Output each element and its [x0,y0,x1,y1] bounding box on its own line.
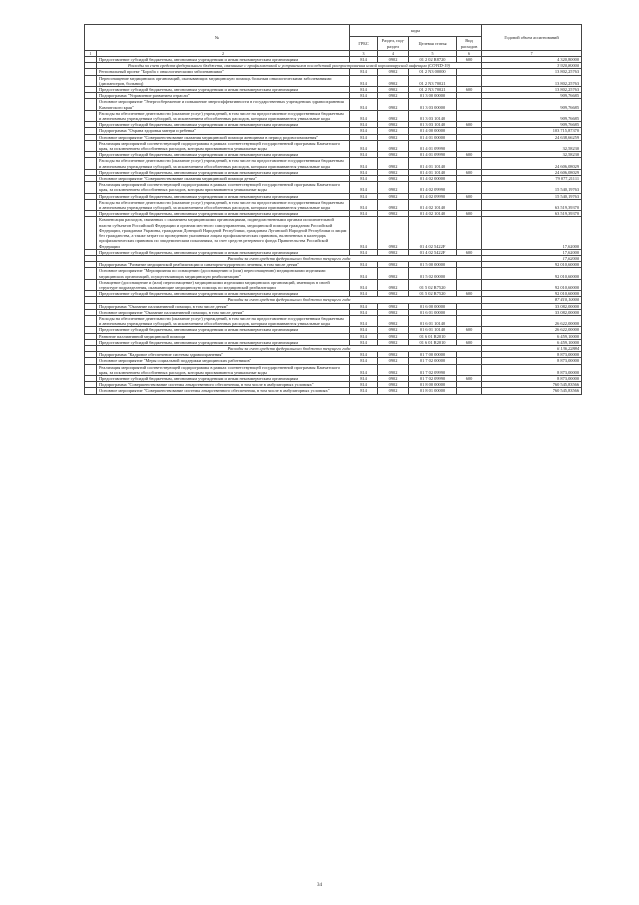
row-article: 01 4 02 10140 [409,211,457,217]
row-grbs: 814 [350,169,378,175]
row-sum: 6 459,10000 [482,333,582,339]
row-grbs: 814 [350,211,378,217]
note-text: Расходы за счет средств федерального бюджета текущего года [97,297,482,303]
row-name: Основное мероприятие "Оказание паллиативной помощи, в том числе детям" [97,309,350,315]
table-row [85,388,582,394]
row-expense-type [457,99,482,110]
budget-table-page [84,24,581,395]
row-section: 0902 [378,315,409,326]
row-grbs: 814 [350,69,378,75]
row-sum: 909,76685 [482,93,582,99]
row-section: 0902 [378,158,409,169]
row-sum: 24 606,08029 [482,169,582,175]
row-sum: 8 873,00000 [482,358,582,364]
row-sum: 15 540,19763 [482,182,582,193]
row-section: 0902 [378,182,409,193]
row-sum: 79 077,21111 [482,176,582,182]
row-name: Основное мероприятие "Мероприятия по оснащению (дооснащению и (или) переоснащению) медицинскими изделиями медицинских организаций, осуществляющих медицинскую реабилитацию" [97,268,350,279]
row-sum: 92 010,60000 [482,262,582,268]
row-section: 0902 [378,75,409,86]
row-section: 0902 [378,309,409,315]
page-number: 34 [317,883,322,888]
row-section: 0902 [378,279,409,290]
row-article: 01 5 02 R7520 [409,291,457,297]
row-sum: 3 920,80000 [482,63,582,69]
row-name: Подпрограмма "Совершенствование системы лекарственного обеспечения, в том числе в амбулаторных условиях" [97,382,350,388]
row-article: 01 4 02 10140 [409,199,457,210]
row-grbs: 814 [350,262,378,268]
row-name: Предоставление субсидий бюджетным, автономным учреждениям и иным некоммерческим организациям [97,122,350,128]
header-num: № [85,25,350,51]
row-expense-type: 600 [457,339,482,345]
table-row [85,315,582,326]
row-grbs: 814 [350,382,378,388]
row-sum: 13 802,25763 [482,69,582,75]
row-expense-type [457,110,482,121]
row-name: Подпрограмма "Кадровое обеспечение системы здравоохранения" [97,352,350,358]
row-grbs: 814 [350,134,378,140]
row-section: 0902 [378,217,409,249]
row-num-cell [85,388,97,394]
row-grbs: 814 [350,309,378,315]
row-sum: 24 638,66259 [482,134,582,140]
row-article: 01 4 01 09990 [409,140,457,151]
row-grbs: 814 [350,57,378,63]
row-section: 0902 [378,87,409,93]
row-section: 0902 [378,375,409,381]
row-section: 0902 [378,152,409,158]
row-article: 01 7 02 09990 [409,375,457,381]
row-article: 01 2 N3 00000 [409,69,457,75]
row-grbs: 814 [350,152,378,158]
row-article: 01 4 02 00000 [409,176,457,182]
row-num-cell [85,158,97,169]
note-text: Расходы за счет средств федерального бюджета текущего года [97,255,482,261]
row-sum: 63 519,39370 [482,199,582,210]
row-article: 01 6 01 00000 [409,309,457,315]
row-expense-type [457,75,482,86]
row-section: 0902 [378,169,409,175]
row-sum: 32,58230 [482,140,582,151]
row-name: Реализация мероприятий соответствующей подпрограммы в рамках соответствующей государственной программы Камчатского края, за исключением обособленных расходов, которым присваиваются уникальные коды [97,140,350,151]
row-expense-type: 600 [457,152,482,158]
header-codes-group: коды [350,25,482,37]
row-name: Предоставление субсидий бюджетным, автономным учреждениям и иным некоммерческим организациям [97,57,350,63]
row-article: 01 4 01 10140 [409,158,457,169]
row-grbs: 814 [350,193,378,199]
row-grbs: 814 [350,75,378,86]
row-num-cell [85,199,97,210]
row-article: 01 7 00 00000 [409,352,457,358]
row-section: 0902 [378,364,409,375]
row-section: 0902 [378,199,409,210]
row-sum: 15 540,19763 [482,193,582,199]
row-grbs: 814 [350,352,378,358]
row-grbs: 814 [350,339,378,345]
row-section: 0902 [378,193,409,199]
row-sum: 32,58230 [482,152,582,158]
row-sum: 33 082,00000 [482,303,582,309]
row-expense-type [457,217,482,249]
row-expense-type [457,199,482,210]
row-grbs: 814 [350,327,378,333]
row-article: 01 5 00 00000 [409,262,457,268]
row-section: 0902 [378,382,409,388]
row-name: Предоставление субсидий бюджетным, автономным учреждениям и иным некоммерческим организациям [97,249,350,255]
row-article: 01 4 00 00000 [409,128,457,134]
row-grbs: 814 [350,268,378,279]
row-num-cell [85,182,97,193]
row-sum: 13 802,25763 [482,75,582,86]
table-row [85,158,582,169]
row-section: 0902 [378,211,409,217]
row-article: 01 6 01 R2010 [409,339,457,345]
row-section: 0902 [378,128,409,134]
note-text: Расходы за счет средств федерального бюджета текущего года [97,345,482,351]
row-section: 0902 [378,57,409,63]
row-article: 01 7 02 00000 [409,358,457,364]
row-grbs: 814 [350,375,378,381]
row-grbs: 814 [350,122,378,128]
row-section: 0902 [378,93,409,99]
row-section: 0902 [378,249,409,255]
row-grbs: 814 [350,364,378,375]
row-article: 01 4 01 10140 [409,169,457,175]
row-article: 01 4 02 09990 [409,193,457,199]
row-article: 01 4 01 00000 [409,134,457,140]
row-section: 0902 [378,99,409,110]
row-sum: 8 873,00000 [482,352,582,358]
row-name: Предоставление субсидий бюджетным, автономным учреждениям и иным некоммерческим организациям [97,327,350,333]
header-grbs: ГРБС [350,37,378,51]
row-grbs: 814 [350,182,378,193]
table-row [85,279,582,290]
row-name: Предоставление субсидий бюджетным, автономным учреждениям и иным некоммерческим организациям [97,211,350,217]
row-article: 01 8 00 00000 [409,382,457,388]
row-sum: 26 622,00000 [482,315,582,326]
row-name: Расходы на обеспечение деятельности (оказание услуг) учреждений, в том числе на предоставление государственным бюджетным и автономным учреждениям субсидий, за исключением обособленных расходов, которым присваиваются уникальные коды [97,199,350,210]
table-row [85,268,582,279]
table-row [85,110,582,121]
row-article: 01 4 02 09990 [409,182,457,193]
row-section: 0902 [378,69,409,75]
row-article: 01 4 01 09990 [409,152,457,158]
row-name: Реализация мероприятий соответствующей подпрограммы в рамках соответствующей государственной программы Камчатского края, за исключением обособленных расходов, которым присваиваются уникальные коды [97,364,350,375]
row-name: Развитие паллиативной медицинской помощи [97,333,350,339]
row-name: Расходы на обеспечение деятельности (оказание услуг) учреждений, в том числе на предоставление государственным бюджетным и автономным учреждениям субсидий, за исключением обособленных расходов, которым присваиваются уникальные коды [97,158,350,169]
row-grbs: 814 [350,249,378,255]
row-expense-type [457,182,482,193]
row-grbs: 814 [350,303,378,309]
column-index: 2 [97,51,350,57]
row-name: Реализация мероприятий соответствующей подпрограммы в рамках соответствующей государственной программы Камчатского края, за исключением обособленных расходов, которым присваиваются уникальные коды [97,182,350,193]
table-header [85,25,582,57]
row-article: 01 6 00 00000 [409,303,457,309]
row-name: Компенсация расходов, связанных с оказанием медицинскими организациями, подведомственными органам исполнительной власти субъектов Российской Федерации и органам местного самоуправления, медицинской помощи гражданам Российской Федерации, гражданам Украины, гражданам Донецкой Народной Республики, гражданам Луганской Народной Республики и лицам без гражданства, а также затрат по проведению указанным лицам профилактических прививок, включенных в календарь профилактических прививок по эпидемическим показаниям, за счет средств резервного фонда Правительства Российской Федерации [97,217,350,249]
row-article: 01 6 01 10140 [409,327,457,333]
row-sum: 33 082,00000 [482,309,582,315]
row-section: 0902 [378,358,409,364]
row-section: 0902 [378,303,409,309]
row-section: 0902 [378,110,409,121]
row-name: Предоставление субсидий бюджетным, автономным учреждениям и иным некоммерческим организациям [97,339,350,345]
row-expense-type: 600 [457,291,482,297]
row-sum: 17,62000 [482,217,582,249]
row-section: 0902 [378,339,409,345]
row-name: Подпрограмма "Развитие медицинской реабилитации и санаторно-курортного лечения, в том числе детям" [97,262,350,268]
row-num-cell [85,99,97,110]
row-sum: 92 010,60000 [482,268,582,279]
row-sum: 103 715,87370 [482,128,582,134]
row-section: 0902 [378,291,409,297]
row-section: 0902 [378,262,409,268]
row-sum: 87 410,10000 [482,297,582,303]
row-sum: 909,76685 [482,122,582,128]
row-grbs: 814 [350,217,378,249]
row-article: 01 3 00 00000 [409,93,457,99]
row-sum: 8 873,00000 [482,375,582,381]
row-article: 01 6 01 R2010 [409,333,457,339]
row-name: Расходы на обеспечение деятельности (оказание услуг) учреждений, в том числе на предоставление государственным бюджетным и автономным учреждениям субсидий, за исключением обособленных расходов, которым присваиваются уникальные коды [97,315,350,326]
table-row [85,99,582,110]
row-name: Подпрограмма "Оказание паллиативной помощи, в том числе детям" [97,303,350,309]
row-expense-type [457,268,482,279]
row-expense-type: 600 [457,327,482,333]
row-expense-type [457,140,482,151]
row-expense-type: 600 [457,87,482,93]
row-name: Предоставление субсидий бюджетным, автономным учреждениям и иным некоммерческим организациям [97,375,350,381]
row-sum: 92 010,60000 [482,291,582,297]
row-article: 01 2 02 R8720 [409,57,457,63]
table-row [85,364,582,375]
row-name: Основное мероприятие "Энергосбережение и повышение энергоэффективности в государственных учреждениях здравоохранения Камчатского края" [97,99,350,110]
row-section: 0902 [378,388,409,394]
row-num-cell [85,268,97,279]
row-article: 01 8 01 00000 [409,388,457,394]
budget-table [84,24,582,395]
column-index: 4 [378,51,409,57]
row-section: 0902 [378,134,409,140]
row-name: Основное мероприятие "Меры социальной поддержки медицинских работников" [97,358,350,364]
row-num-cell [85,75,97,86]
row-sum: 8 873,00000 [482,364,582,375]
row-article: 01 3 03 10140 [409,122,457,128]
row-name: Предоставление субсидий бюджетным, автономным учреждениям и иным некоммерческим организациям [97,193,350,199]
row-sum: 13 802,25763 [482,87,582,93]
row-section: 0902 [378,140,409,151]
row-expense-type: 600 [457,211,482,217]
row-article: 01 5 02 00000 [409,268,457,279]
row-num-cell [85,140,97,151]
header-total: Годовой объем ассигнований [482,25,582,51]
row-expense-type [457,364,482,375]
row-num-cell [85,315,97,326]
row-sum: 4 320,80000 [482,57,582,63]
row-expense-type [457,158,482,169]
header-vid: Вид расходов [457,37,482,51]
row-name: Основное мероприятие "Совершенствование системы лекарственного обеспечения, в том числе в амбулаторных условиях" [97,388,350,394]
row-expense-type: 600 [457,193,482,199]
row-grbs: 814 [350,279,378,290]
row-grbs: 814 [350,315,378,326]
row-grbs: 814 [350,99,378,110]
row-expense-type [457,315,482,326]
row-article: 01 4 02 5422F [409,217,457,249]
table-body [85,57,582,395]
row-article: 01 7 02 09990 [409,364,457,375]
row-name: Подпрограмма "Управление развитием отрасли" [97,93,350,99]
table-row [85,199,582,210]
column-index: 1 [85,51,97,57]
row-sum: 92 010,60000 [482,279,582,290]
row-article: 01 4 02 5422F [409,249,457,255]
row-article: 01 5 02 R7520 [409,279,457,290]
row-section: 0902 [378,268,409,279]
table-row [85,217,582,249]
row-name: Подпрограмма "Охрана здоровья матери и ребенка" [97,128,350,134]
row-article: 01 2 N3 70021 [409,87,457,93]
row-sum: 909,76685 [482,99,582,110]
column-index: 5 [409,51,457,57]
row-sum: 760 545,83566 [482,382,582,388]
row-section: 0902 [378,176,409,182]
row-name: Предоставление субсидий бюджетным, автономным учреждениям и иным некоммерческим организациям [97,152,350,158]
row-grbs: 814 [350,158,378,169]
header-article: Целевая статья [409,37,457,51]
row-article: 01 6 01 10140 [409,315,457,326]
row-expense-type: 600 [457,122,482,128]
row-section: 0902 [378,352,409,358]
row-name: Основное мероприятие "Совершенствование оказания медицинской помощи женщинам в период родовспоможения" [97,134,350,140]
row-article: 01 3 03 10140 [409,110,457,121]
row-sum: 760 545,83566 [482,388,582,394]
row-sum: 17,62000 [482,249,582,255]
row-expense-type: 600 [457,249,482,255]
row-name: Региональный проект "Борьба с онкологическими заболеваниями" [97,69,350,75]
row-section: 0902 [378,327,409,333]
column-index: 3 [350,51,378,57]
table-row [85,182,582,193]
row-grbs: 814 [350,388,378,394]
row-num-cell [85,110,97,121]
row-name: Предоставление субсидий бюджетным, автономным учреждениям и иным некоммерческим организациям [97,87,350,93]
note-text: Расходы за счет средств федерального бюджета, связанные с профилактикой и устранением последствий распространения новой коронавирусной инфекции (COVID-19) [97,63,482,69]
row-grbs: 814 [350,333,378,339]
row-num-cell [85,364,97,375]
row-num-cell [85,279,97,290]
row-expense-type: 600 [457,57,482,63]
row-sum: 6 136,22884 [482,345,582,351]
table-row [85,75,582,86]
row-sum: 24 606,08029 [482,158,582,169]
row-sum: 17,62000 [482,255,582,261]
header-razdel: Раздел, под-раздел [378,37,409,51]
row-grbs: 814 [350,291,378,297]
row-grbs: 814 [350,358,378,364]
row-grbs: 814 [350,87,378,93]
row-expense-type [457,388,482,394]
row-section: 0902 [378,122,409,128]
row-article: 01 2 N3 70021 [409,75,457,86]
row-grbs: 814 [350,199,378,210]
row-grbs: 814 [350,128,378,134]
row-grbs: 814 [350,176,378,182]
row-expense-type [457,279,482,290]
row-grbs: 814 [350,140,378,151]
row-grbs: 814 [350,93,378,99]
row-grbs: 814 [350,110,378,121]
row-expense-type: 600 [457,169,482,175]
table-row [85,140,582,151]
row-name: Предоставление субсидий бюджетным, автономным учреждениям и иным некоммерческим организациям [97,169,350,175]
row-expense-type: 600 [457,375,482,381]
row-section: 0902 [378,333,409,339]
column-index: 7 [482,51,582,57]
row-name: Основное мероприятие "Совершенствование оказания медицинской помощи детям" [97,176,350,182]
row-article: 01 3 03 00000 [409,99,457,110]
column-index: 6 [457,51,482,57]
row-sum: 909,76685 [482,110,582,121]
row-name: Предоставление субсидий бюджетным, автономным учреждениям и иным некоммерческим организациям [97,291,350,297]
row-name: Переоснащение медицинских организаций, оказывающих медицинскую помощь больным онкологическими заболеваниями (диспансеров, больниц) [97,75,350,86]
row-num-cell [85,217,97,249]
row-name: Оснащение (дооснащение и (или) переоснащение) медицинскими изделиями медицинских организаций, имеющих в своей структуре подразделения, оказывающие медицинскую помощь по медицинской реабилитации [97,279,350,290]
row-sum: 6 459,10000 [482,339,582,345]
row-sum: 26 622,00000 [482,327,582,333]
row-sum: 63 519,39370 [482,211,582,217]
row-name: Расходы на обеспечение деятельности (оказание услуг) учреждений, в том числе на предоставление государственным бюджетным и автономным учреждениям субсидий, за исключением обособленных расходов, которым присваиваются уникальные коды [97,110,350,121]
